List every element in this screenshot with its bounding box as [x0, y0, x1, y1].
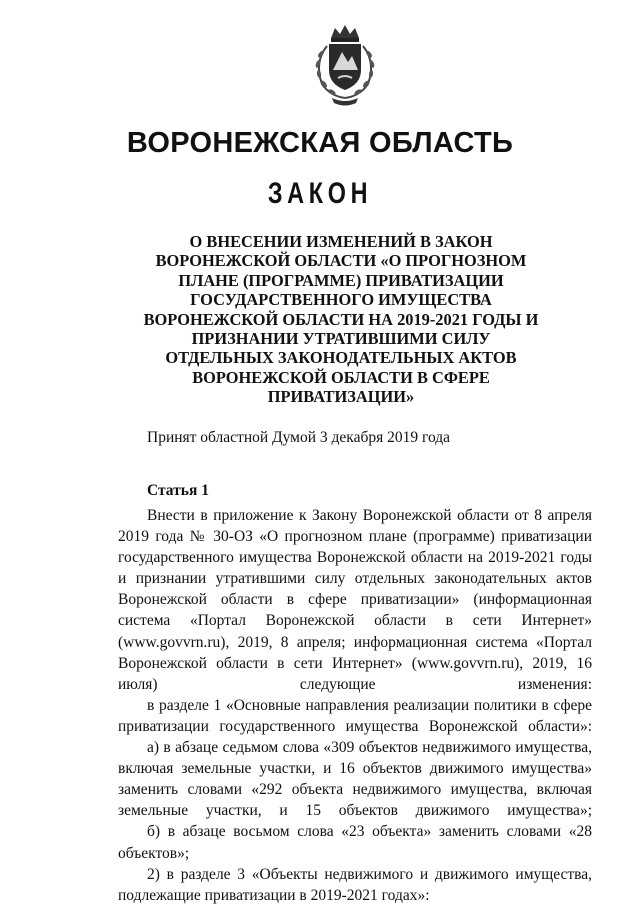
article-paragraph: 2) в разделе 3 «Объекты недвижимого и движимого имущества, подлежащие приватизации в 2019-2021 годах»:: [118, 865, 592, 904]
law-title-line: ОТДЕЛЬНЫХ ЗАКОНОДАТЕЛЬНЫХ АКТОВ: [165, 348, 517, 368]
article-paragraph: в разделе 1 «Основные направления реализации политики в сфере приватизации государственного имущества Воронежской области»:: [118, 696, 592, 735]
law-title: [120, 232, 562, 407]
law-title-line: ГОСУДАРСТВЕННОГО ИМУЩЕСТВА: [190, 290, 492, 310]
article-paragraph: а) в абзаце седьмом слова «309 объектов недвижимого имущества, включая земельные участки, и 16 объектов движимого имущества» заменить словами «292 объекта недвижимого имущества, включая земельные участки, и 15 объектов движимого имущества»;: [118, 739, 592, 820]
article-paragraph: б) в абзаце восьмом слова «23 объекта» заменить словами «28 объектов»;: [118, 823, 592, 862]
article-heading: Статья 1: [147, 482, 209, 499]
law-title-line: ПРИВАТИЗАЦИИ»: [267, 387, 415, 407]
region-heading: ВОРОНЕЖСКАЯ ОБЛАСТЬ: [126, 127, 514, 159]
adoption-date: Принят областной Думой 3 декабря 2019 года: [147, 429, 451, 446]
article-body: [118, 505, 592, 906]
law-title-line: ВОРОНЕЖСКОЙ ОБЛАСТИ В СФЕРЕ: [192, 367, 490, 387]
law-title-line: ВОРОНЕЖСКОЙ ОБЛАСТИ «О ПРОГНОЗНОМ: [155, 251, 527, 271]
law-title-line: ВОРОНЕЖСКОЙ ОБЛАСТИ НА 2019-2021 ГОДЫ И: [143, 309, 539, 329]
article-paragraph: Внести в приложение к Закону Воронежской области от 8 апреля 2019 года № 30-ОЗ «О прогнозном плане (программе) приватизации государственного имущества Воронежской области на 2019-2021 годы и признании утратившими силу отдельных законодательных актов Воронежской области в сфере приватизации» (информационная система «Портал Воронежской области в сети Интернет» (www.govvrn.ru), 2019, 8 апреля; информационная система «Портал Воронежской области в сети Интернет» (www.govvrn.ru), 2019, 16 июля) следующие изменения:: [118, 507, 592, 693]
document-type-heading: ЗАКОН: [267, 177, 373, 210]
law-title-line: ПЛАНЕ (ПРОГРАММЕ) ПРИВАТИЗАЦИИ: [178, 270, 504, 290]
law-title-line: ПРИЗНАНИИ УТРАТИВШИМИ СИЛУ: [191, 329, 491, 349]
law-title-line: О ВНЕСЕНИИ ИЗМЕНЕНИЙ В ЗАКОН: [189, 232, 493, 251]
coat-of-arms-icon: [302, 18, 388, 110]
